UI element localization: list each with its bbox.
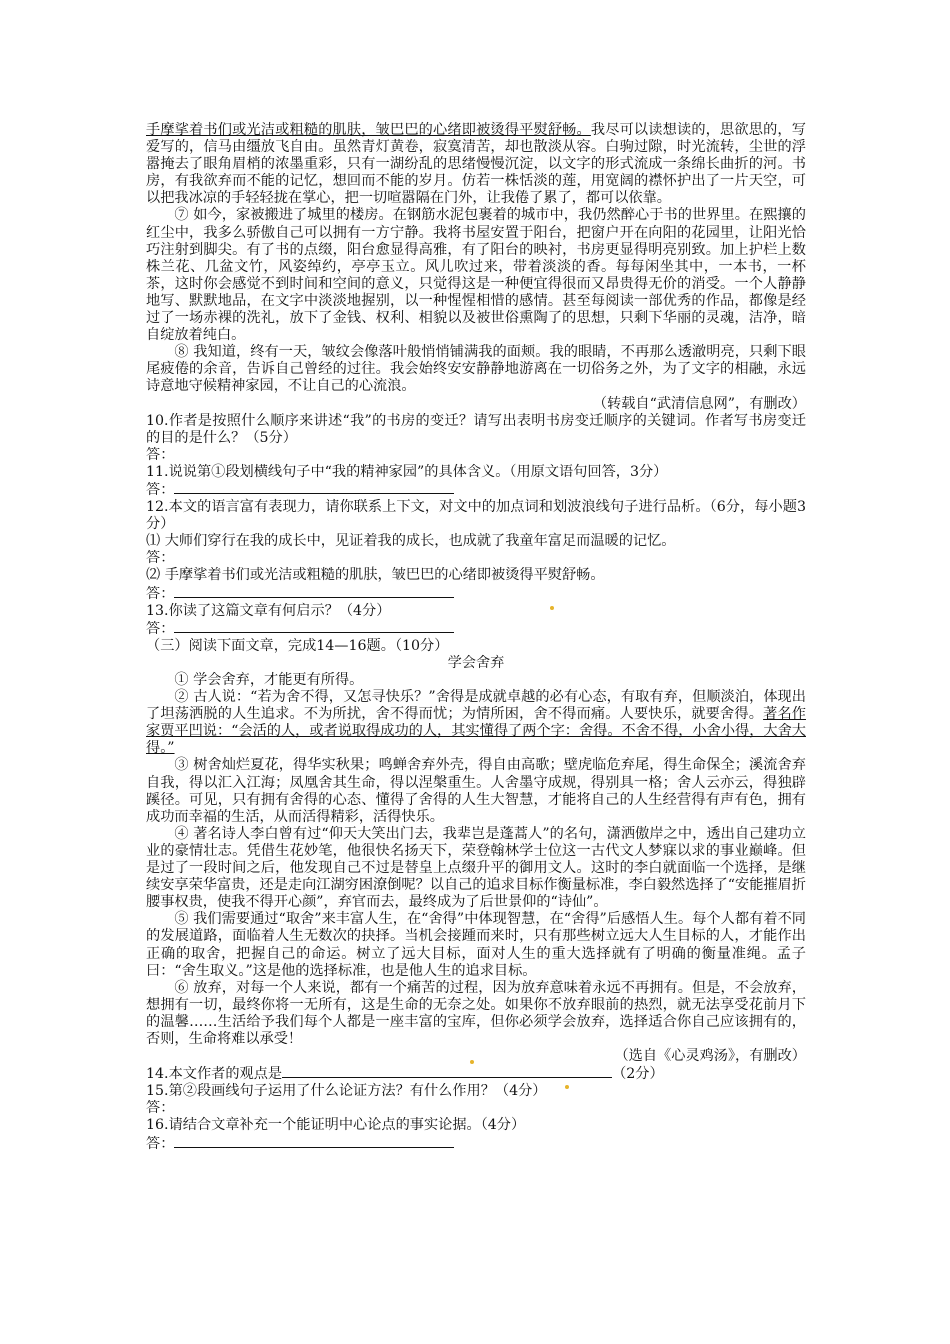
answer-line-15: 答：	[146, 1100, 175, 1117]
paragraph-text: 我尽可以读想读的，思欲思的，写爱写的，信马由缰放飞自由。虽然青灯黄卷，寂寞清苦，却也散淡从容。白驹过隙，时光流转，尘世的浮嚣掩去了眼角眉梢的浓墨重彩，只有一湖纷乱的思绪慢慢沉淀，以文字的形式流成一条绵长曲折的河。书房，有我欲弃而不能的记忆，想回而不能的岁月。仿若一株恬淡的莲，用宽阔的襟怀护出了一片天空，可以把我冰凉的手轻轻拢在掌心，把一切喧嚣隔在门外，让我倦了累了，都可以依靠。	[146, 122, 806, 207]
emphasis-dot-mark	[565, 1085, 569, 1089]
section-3-intro: （三）阅读下面文章，完成14—16题。（10分）	[146, 637, 449, 654]
answer-line-12-2: 答：	[146, 585, 806, 603]
article-paragraph-2: ② 古人说：“若为舍不得，又怎寻快乐？”舍得是成就卓越的必有心态，有取有弃，但顺淡泊，体现出了坦荡洒脱的人生追求。不为所扰，舍不得而忧；为情所困，舍不得而痛。人要快乐，就要舍得。著名作家贾平凹说：“会活的人，或者说取得成功的人，其实懂得了两个字：舍得。不舍不得，小舍小得，大舍大得。”	[146, 689, 806, 757]
answer-line-10: 答：	[146, 446, 175, 463]
passage-paragraph-8: ⑧ 我知道，终有一天，皱纹会像落叶般悄悄铺满我的面颊。我的眼睛，不再那么透澈明亮，只剩下眼尾疲倦的余音，告诉自己曾经的过往。我会始终安安静静地游离在一切俗务之外，为了文字的相融，永远诗意地守候精神家园，不让自己的心流浪。	[146, 344, 806, 395]
question-16: 16.请结合文章补充一个能证明中心论点的事实论据。（4分）	[146, 1117, 526, 1134]
question-14: 14.本文作者的观点是 （2分）	[146, 1066, 664, 1083]
emphasis-dot-mark	[550, 606, 554, 610]
passage-source: （转载自“武清信息网”，有删改）	[592, 395, 806, 412]
article-paragraph-1: ① 学会舍弃，才能更有所得。	[174, 672, 364, 688]
passage-paragraph-6	[146, 122, 806, 207]
answer-line-13: 答：	[146, 620, 806, 638]
article-paragraph-6: ⑥ 放弃，对每一个人来说，都有一个痛苦的过程，因为放弃意味着永远不再拥有。但是，不会放弃，想拥有一切，最终你将一无所有，这是生命的无奈之处。如果你不放弃眼前的热烈，就无法享受花前月下的温馨……生活给予我们每个人都是一座丰富的宝库，但你必须学会放弃，选择适合你自己应该拥有的，否则，生命将难以承受！	[146, 979, 806, 1047]
emphasis-dot-mark	[470, 1060, 474, 1064]
question-15: 15.第②段画线句子运用了什么论证方法？有什么作用？（4分）	[146, 1083, 547, 1100]
article-source: （选自《心灵鸡汤》，有删改）	[614, 1048, 806, 1065]
passage-paragraph-7: ⑦ 如今，家被搬进了城里的楼房。在钢筋水泥包裹着的城市中，我仍然醉心于书的世界里。在熙攘的红尘中，我多么骄傲自己可以拥有一方宁静。我将书屋安置于阳台，把窗户开在向阳的花园里，让阳光恰巧注射到脚尖。有了书的点缀，阳台愈显得高雅，有了阳台的映衬，书房更显得明亮别致。加上护栏上数株兰花、几盆文竹，风姿绰约，亭亭玉立。风儿吹过来，带着淡淡的香。每每闲坐其中，一本书，一杯茶，这时你会感觉不到时间和空间的意义，只觉得这是一种便宜得很而又昂贵得无价的消受。一个人静静地写、默默地品，在文字中淡淡地握别，以一种惺惺相惜的感情。甚至每阅读一部优秀的作品，都像是经过了一场赤裸的洗礼，放下了金钱、权利、相貌以及被世俗熏陶了的思想，只剩下华丽的灵魂，洁净，暗自绽放着纯白。	[146, 207, 806, 344]
article-paragraph-4: ④ 著名诗人李白曾有过“仰天大笑出门去，我辈岂是蓬蒿人”的名句，潇洒傲岸之中，透出自己建功立业的豪情壮志。凭借生花妙笔，他很快名扬天下，荣登翰林学士位这一古代文人梦寐以求的事业巅峰。但是过了一段时间之后，他发现自己不过是替皇上点缀升平的御用文人。这时的李白就面临一个选择，是继续安享荣华富贵，还是走向江湖穷困潦倒呢？以自己的追求目标作衡量标准，李白毅然选择了“安能摧眉折腰事权贵，使我不得开心颜”，弃官而去，最终成为了后世景仰的“诗仙”。	[146, 825, 806, 911]
underlined-sentence-quote: 著名作家贾平凹说：“会活的人，或者说取得成功的人，其实懂得了两个字：舍得。不舍不得，小舍小得，大舍大得。”	[146, 706, 806, 757]
article-title: 学会舍弃	[447, 654, 505, 671]
answer-line-16: 答：	[146, 1135, 806, 1153]
question-13: 13.你读了这篇文章有何启示？（4分）	[146, 602, 391, 619]
answer-blank	[174, 620, 454, 633]
question-10: 10.作者是按照什么顺序来讲述“我”的书房的变迁？请写出表明书房变迁顺序的关键词。作者写书房变迁的目的是什么？（5分）	[146, 412, 806, 446]
question-12-1: ⑴ 大师们穿行在我的成长中，见证着我的成长，也成就了我童年富足而温暖的记忆。	[146, 533, 676, 550]
article-paragraph-3: ③ 树舍灿烂夏花，得华实秋果；鸣蝉舍弃外壳，得自由高歌；壁虎临危弃尾，得生命保全；溪流舍弃自我，得以汇入江海；凤凰舍其生命，得以涅槃重生。人舍墨守成规，得别具一格；舍人云亦云，得独辟蹊径。可见，只有拥有舍得的心态、懂得了舍得的人生大智慧，才能将自己的人生经营得有声有色，拥有成功而幸福的生活，从而活得精彩，活得快乐。	[146, 757, 806, 825]
answer-blank	[174, 481, 454, 494]
question-12-2: ⑵ 手摩挲着书们或光洁或粗糙的肌肤，皱巴巴的心绪即被烫得平熨舒畅。	[146, 567, 605, 584]
page-content	[146, 122, 806, 1153]
answer-blank	[174, 1135, 454, 1148]
answer-line-12-1: 答：	[146, 550, 175, 567]
question-11: 11.说说第①段划横线句子中“我的精神家园”的具体含义。（用原文语句回答，3分）	[146, 463, 668, 480]
article-paragraph-5: ⑤ 我们需要通过“取舍”来丰富人生，在“舍得”中体现智慧，在“舍得”后感悟人生。每个人都有着不同的发展道路，面临着人生无数次的抉择。当机会接踵而来时，只有那些树立远大人生目标的人，才能作出正确的取舍，把握自己的命运。树立了远大目标，面对人生的重大选择就有了明确的衡量准绳。孟子曰：“舍生取义。”这是他的选择标准，也是他人生的追求目标。	[146, 911, 806, 979]
underlined-sentence-home: 手摩挲着书们或光洁或粗糙的肌肤，皱巴巴的心绪即被烫得平熨舒畅。	[146, 122, 591, 138]
answer-blank	[174, 585, 454, 598]
answer-blank	[282, 1065, 612, 1078]
answer-line-11: 答：	[146, 481, 806, 499]
question-12: 12.本文的语言富有表现力，请你联系上下文，对文中的加点词和划波浪线句子进行品析。（6分，每小题3分）	[146, 499, 806, 533]
